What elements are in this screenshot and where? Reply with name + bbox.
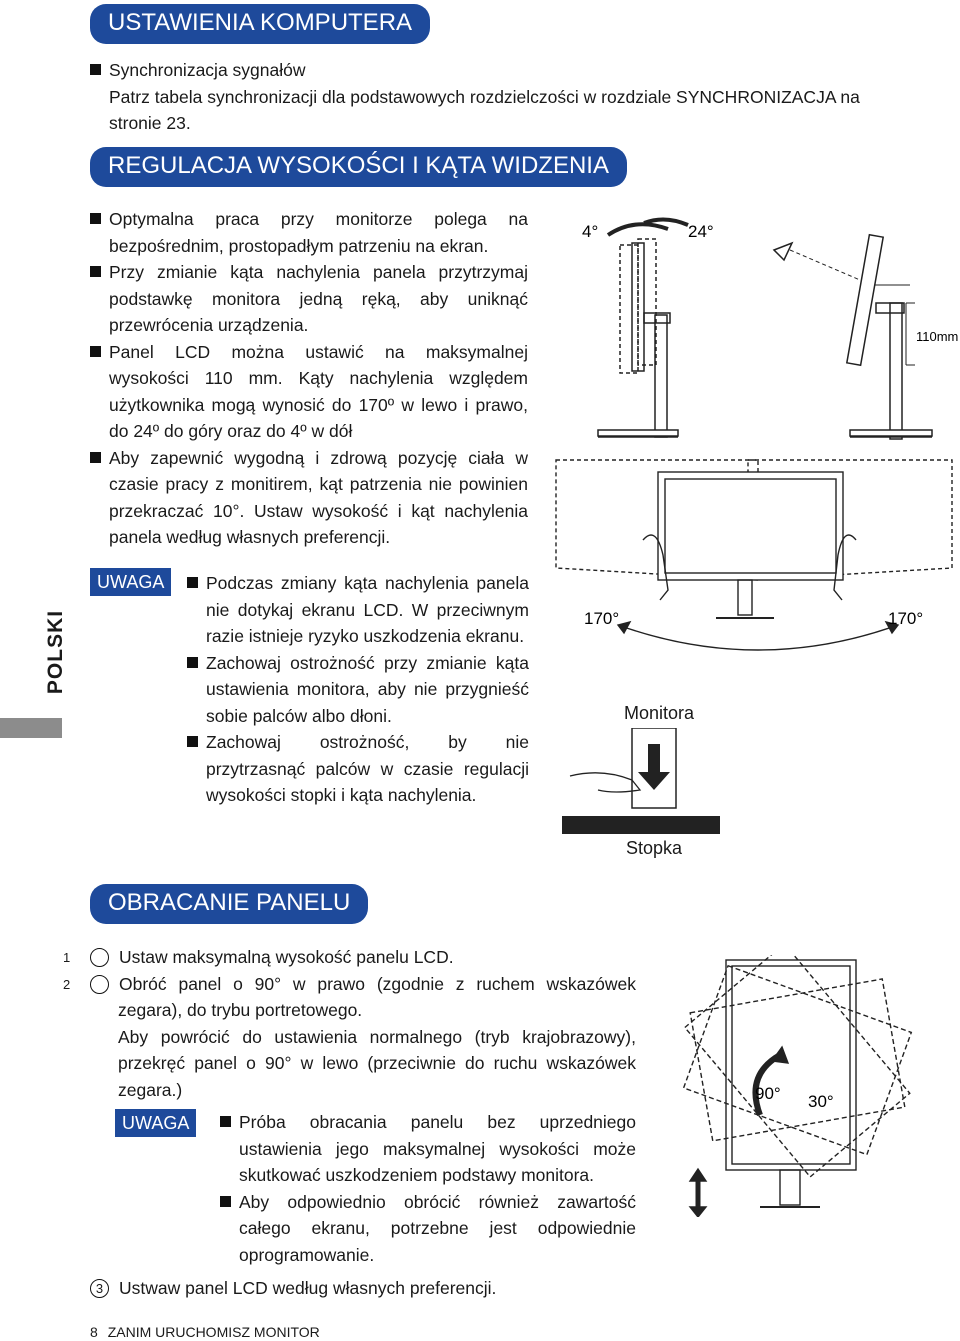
bullet-text: Aby zapewnić wygodną i zdrową pozycję ciała w czasie pracy z monitirem, kąt patrzenia nie powinien przekraczać 10°. Ustaw wysokość i kąt nachylenia panela według własnych preferencji. bbox=[109, 447, 528, 547]
adjust-notes: Podczas zmiany kąta nachylenia panela nie dotykaj ekranu LCD. W przeciwnym razie istnieje ryzyko uszkodzenia ekranu. Zachowaj ostrożność przy zmianie kąta ustawienia monitora, aby nie przygnieść sobie palców albo dłoni. Zachowaj ostrożność, by nie przytrzasnąć palców w czasie regulacji wysokości stopki i kąta nachylenia. bbox=[187, 570, 529, 809]
section-header-height-angle: REGULACJA WYSOKOŚCI I KĄTA WIDZENIA bbox=[90, 147, 627, 187]
rotate-step-3: 3 Ustwaw panel LCD według własnych preferencji. bbox=[90, 1275, 636, 1302]
stand-label: Stopka bbox=[626, 838, 683, 858]
adjust-bullets bbox=[90, 206, 528, 551]
tilt-down-label: 4° bbox=[582, 222, 599, 241]
bullet-icon bbox=[90, 452, 101, 463]
monitor-label: Monitora bbox=[624, 703, 695, 723]
footer-text: ZANIM URUCHOMISZ MONITOR bbox=[107, 1324, 320, 1340]
swivel-figure bbox=[548, 450, 960, 670]
sync-item: Synchronizacja sygnałów Patrz tabela synchronizacji dla podstawowych rozdzielczości w rozdziale SYNCHRONIZACJA na stronie 23. bbox=[90, 57, 910, 137]
tilt-up-label: 24° bbox=[688, 222, 714, 241]
section-header-rotate-panel: OBRACANIE PANELU bbox=[90, 884, 368, 924]
step-number: 1 bbox=[90, 948, 109, 967]
caution-figure bbox=[562, 728, 722, 836]
rotate-steps: 1 Ustaw maksymalną wysokość panelu LCD. 2 Obróć panel o 90° w prawo (zgodnie z ruchem wskazówek zegara), do trybu portretowego. Aby powrócić do ustawienia normalnego (tryb krajobrazowy), przekręć panel o 90° w lewo (przeciwnie do ruchu wskazówek zegara.) bbox=[90, 944, 636, 1103]
tilt-figure bbox=[560, 205, 960, 445]
rotate-notes: Próba obracania panelu bez uprzedniego ustawienia jego maksymalnej wysokości może skutkować uszkodzeniem podstawy monitora. Aby odpowiednio obrócić również zawartość całego ekranu, potrzebne jest odpowiednie oprogramowanie. bbox=[220, 1109, 636, 1268]
language-label: POLSKI bbox=[44, 609, 67, 695]
page-footer bbox=[90, 1324, 320, 1340]
bullet-text: Panel LCD można ustawić na maksymalnej wysokości 110 mm. Kąty nachylenia względem użytkownika mogą wynosić do 170º w lewo i prawo, do 24º do góry oraz do 4º w dół bbox=[109, 341, 528, 441]
bullet-icon bbox=[90, 64, 101, 75]
height-label: 110mm bbox=[916, 329, 959, 344]
pivot-angle-90: 90° bbox=[755, 1084, 781, 1103]
swivel-left-label: 170° bbox=[584, 609, 620, 628]
bullet-icon bbox=[220, 1116, 231, 1127]
pivot-angle-30: 30° bbox=[808, 1092, 834, 1111]
step-extra: Aby powrócić do ustawienia normalnego (tryb krajobrazowy), przekręć panel o 90° w lewo (przeciwnie do ruchu wskazówek zegara.) bbox=[118, 1026, 636, 1100]
section-header-computer-settings: USTAWIENIA KOMPUTERA bbox=[90, 4, 430, 44]
language-tab bbox=[34, 600, 72, 720]
step-number: 2 bbox=[90, 975, 109, 994]
pivot-figure bbox=[660, 955, 960, 1217]
language-tab-bar bbox=[0, 718, 62, 738]
bullet-text: Optymalna praca przy monitorze polega na bezpośrednim, prostopadłym patrzeniu na ekran. bbox=[109, 209, 528, 256]
page-number: 8 bbox=[90, 1324, 98, 1340]
swivel-right-label: 170° bbox=[888, 609, 924, 628]
bullet-icon bbox=[220, 1196, 231, 1207]
bullet-icon bbox=[90, 346, 101, 357]
bullet-icon bbox=[90, 266, 101, 277]
bullet-icon bbox=[187, 657, 198, 668]
bullet-icon bbox=[187, 736, 198, 747]
bullet-icon bbox=[187, 577, 198, 588]
note-badge: UWAGA bbox=[115, 1109, 196, 1137]
sync-description: Patrz tabela synchronizacji dla podstawowych rozdzielczości w rozdziale SYNCHRONIZACJA na stronie 23. bbox=[109, 86, 860, 133]
bullet-text: Przy zmianie kąta nachylenia panela przytrzymaj podstawkę monitora jedną ręką, aby uniknąć przewrócenia urządzenia. bbox=[109, 262, 528, 335]
note-badge: UWAGA bbox=[90, 568, 171, 596]
step-number: 3 bbox=[90, 1279, 109, 1298]
bullet-icon bbox=[90, 213, 101, 224]
